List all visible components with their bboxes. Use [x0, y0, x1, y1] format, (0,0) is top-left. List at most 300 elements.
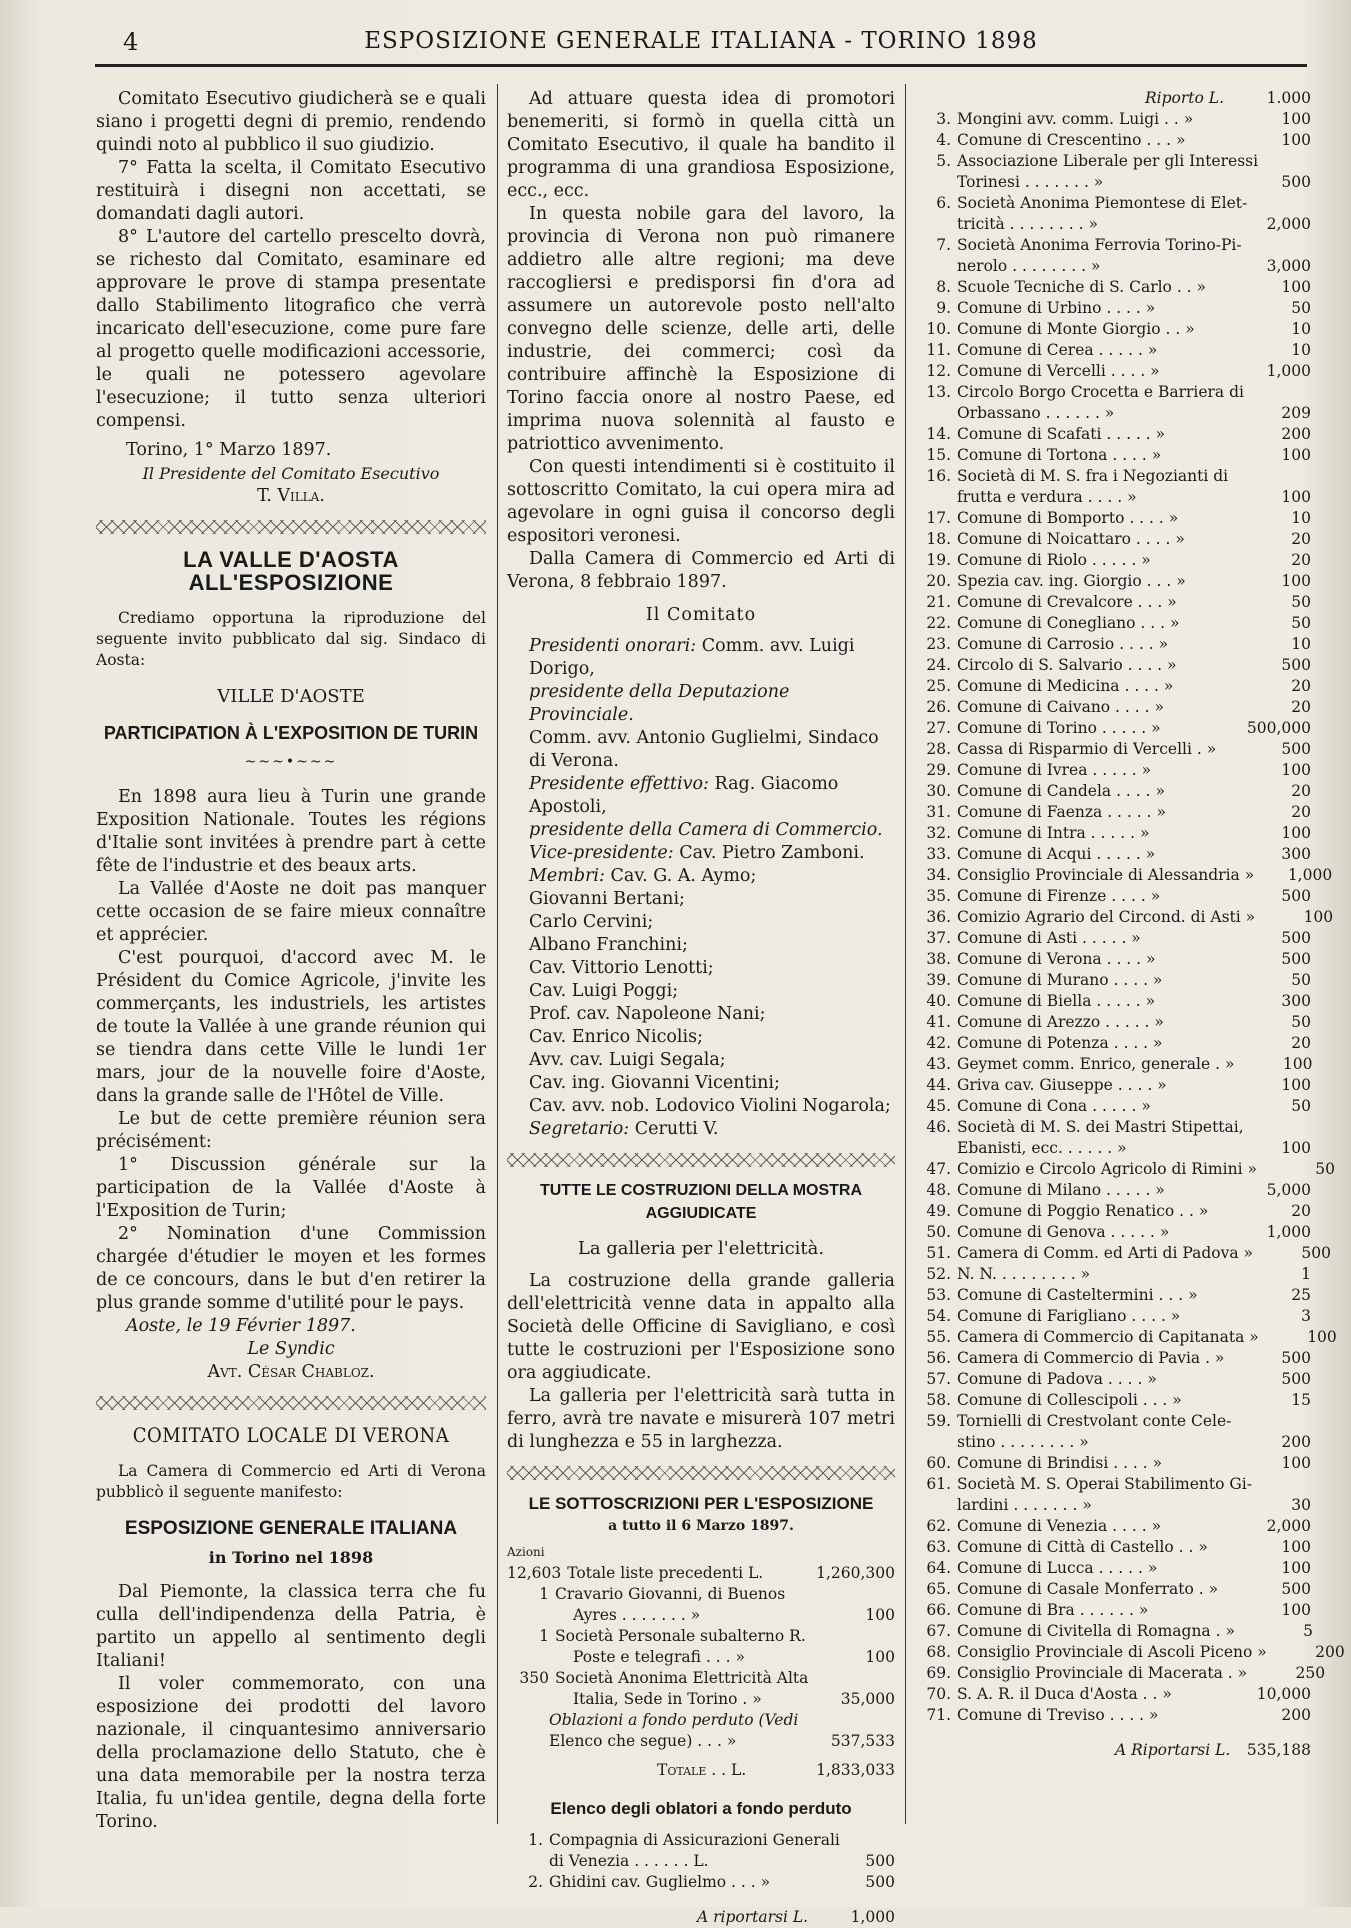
- donor-name: Comune di Cona . . . . . »: [957, 1097, 1151, 1115]
- item-number: 23.: [926, 635, 951, 653]
- item-number: 55.: [926, 1328, 951, 1346]
- member-line: [507, 819, 895, 842]
- list-item: [915, 634, 1311, 655]
- item-number: 51.: [926, 1244, 951, 1262]
- donor-name-cont: Orbassano . . . . . . »: [957, 404, 1115, 422]
- donation-amount: 10: [1291, 341, 1311, 359]
- item-number: 35.: [926, 887, 951, 905]
- donation-amount: 250: [1295, 1664, 1326, 1682]
- donation-amount: 100: [1281, 1454, 1311, 1472]
- syndic-name: Avt. César Chabloz.: [207, 1362, 375, 1382]
- donor-name: Comune di Treviso . . . . »: [957, 1706, 1159, 1724]
- donor-name: Mongini avv. comm. Luigi . . »: [957, 110, 1194, 128]
- donor-name: Comune di Intra . . . . . »: [957, 824, 1150, 842]
- list-item: [915, 1453, 1311, 1474]
- verona-paragraphs: [96, 1581, 486, 1834]
- member-role: Presidenti onorari:: [529, 636, 697, 656]
- sottoscrizioni-date: a tutto il 6 Marzo 1897.: [608, 1518, 794, 1534]
- list-item: [915, 550, 1311, 571]
- donor-name: Comune di Scafati . . . . . »: [957, 425, 1166, 443]
- president-name: T. Villa.: [257, 486, 325, 506]
- donation-amount: 500: [1281, 740, 1311, 758]
- list-item-cont: [507, 1851, 895, 1872]
- column-2: [507, 88, 895, 1928]
- list-item: [915, 1054, 1311, 1075]
- donation-amount: 50: [1291, 299, 1311, 317]
- donation-amount: 50: [1291, 593, 1311, 611]
- donation-amount: 100: [1282, 1055, 1313, 1073]
- verona-heading: COMITATO LOCALE DI VERONA: [132, 1423, 450, 1447]
- donation-amount: 100: [1281, 1601, 1311, 1619]
- paragraph: 7° Fatta la scelta, il Comitato Esecutivo restituirà i disegni non accettati, se domandati dagli autori.: [96, 158, 486, 224]
- syndic-title: Le Syndic: [247, 1339, 335, 1359]
- member-name: Comm. avv. Antonio Guglielmi, Sindaco di Verona.: [529, 728, 879, 771]
- list-item: [915, 1264, 1311, 1285]
- donation-amount: 15: [1291, 1391, 1311, 1409]
- paragraph: 2° Nomination d'une Commission chargée d'étudier le moyen et les formes de ce concours, dans le but d'en retirer la plus grande somme d'utilité pour le pays.: [96, 1224, 486, 1313]
- galleria-heading: La galleria per l'elettricità.: [577, 1238, 825, 1259]
- riportarsi-row: [915, 1740, 1311, 1761]
- list-item-cont: [915, 403, 1311, 424]
- page-title: ESPOSIZIONE GENERALE ITALIANA - TORINO 1898: [364, 28, 1038, 54]
- item-number: 14.: [926, 425, 951, 443]
- item-number: 18.: [926, 530, 951, 548]
- donor-name: Società Anonima Piemontese di Elet-: [957, 194, 1248, 212]
- list-item: [915, 1558, 1311, 1579]
- member-line: [507, 934, 895, 957]
- donor-name: Comune di Biella . . . . . »: [957, 992, 1156, 1010]
- list-item: [915, 844, 1311, 865]
- list-item: [915, 760, 1311, 781]
- item-number: 25.: [926, 677, 951, 695]
- list-item-cont: [915, 1138, 1311, 1159]
- donor-name: Comune di Lucca . . . . . »: [957, 1559, 1158, 1577]
- oblazioni-cont-row: [507, 1731, 895, 1752]
- donor-name-cont: stino . . . . . . . . »: [957, 1433, 1089, 1451]
- member-line: [507, 1003, 895, 1026]
- subscription-row-cont: [507, 1605, 895, 1626]
- donation-amount: 209: [1281, 404, 1311, 422]
- donor-name-cont: tricità . . . . . . . . »: [957, 215, 1098, 233]
- subscriber: Totale liste precedenti L.: [567, 1564, 764, 1582]
- donor-name: Comune di Venezia . . . . »: [957, 1517, 1162, 1535]
- donor-name: Comune di Firenze . . . . »: [957, 887, 1161, 905]
- donation-amount: 1: [1301, 1265, 1311, 1283]
- item-number: 59.: [926, 1412, 951, 1430]
- ornament: ~~~•~~~: [244, 754, 338, 770]
- item-number: 33.: [926, 845, 951, 863]
- list-item: [915, 130, 1311, 151]
- totale-label: Totale . . L.: [657, 1761, 747, 1779]
- member-role: Presidente effettivo:: [529, 774, 709, 794]
- list-item-cont: [915, 214, 1311, 235]
- paragraph: 1° Discussion générale sur la participation de la Vallée d'Aoste à l'Exposition de Turin;: [96, 1155, 486, 1221]
- member-name: Cav. avv. nob. Lodovico Violini Nogarola;: [529, 1096, 891, 1116]
- amount: 100: [865, 1606, 895, 1624]
- member-line: [507, 842, 895, 865]
- page-number: 4: [123, 28, 139, 56]
- item-number: 2.: [528, 1873, 543, 1891]
- list-item: [507, 1830, 895, 1851]
- list-item: [915, 193, 1311, 214]
- donation-amount: 100: [1281, 1559, 1311, 1577]
- member-name: Rag. Giacomo Apostoli,: [529, 774, 839, 817]
- donor-name: Comune di Cerea . . . . . »: [957, 341, 1158, 359]
- member-line: [507, 1095, 895, 1118]
- donation-amount: 100: [1303, 908, 1334, 926]
- donation-amount: 10,000: [1256, 1685, 1311, 1703]
- item-number: 64.: [926, 1559, 951, 1577]
- member-name: Avv. cav. Luigi Segala;: [529, 1050, 726, 1070]
- donation-amount: 20: [1291, 1202, 1311, 1220]
- list-item: [915, 1516, 1311, 1537]
- item-number: 4.: [936, 131, 951, 149]
- riporto-amount: 1.000: [1266, 89, 1311, 107]
- list-item: [915, 718, 1311, 739]
- item-number: 27.: [926, 719, 951, 737]
- list-item: [915, 1222, 1311, 1243]
- donation-amount: 1,000: [1266, 1223, 1311, 1241]
- item-number: 49.: [926, 1202, 951, 1220]
- french-paragraphs: [96, 786, 486, 1315]
- list-item: [915, 445, 1311, 466]
- list-item: [915, 1285, 1311, 1306]
- list-item: [915, 277, 1311, 298]
- member-name: Albano Franchini;: [529, 935, 688, 955]
- donor-name: Comune di Noicattaro . . . . »: [957, 530, 1185, 548]
- list-item: [915, 1369, 1311, 1390]
- donor-name: Camera di Comm. ed Arti di Padova »: [957, 1244, 1253, 1262]
- oblazioni-cont: Elenco che segue) . . . »: [549, 1732, 737, 1750]
- donor-name: Griva cav. Giuseppe . . . . »: [957, 1076, 1167, 1094]
- list-item: [915, 1390, 1311, 1411]
- amount: 1,260,300: [816, 1564, 895, 1582]
- item-number: 53.: [926, 1286, 951, 1304]
- member-role: Vice-presidente:: [529, 843, 674, 863]
- item-number: 12.: [926, 362, 951, 380]
- donor-name: Comune di Arezzo . . . . . »: [957, 1013, 1164, 1031]
- list-item: [915, 802, 1311, 823]
- donor-name: Comune di Genova . . . . . »: [957, 1223, 1170, 1241]
- item-number: 8.: [936, 278, 951, 296]
- donation-amount: 5,000: [1266, 1181, 1311, 1199]
- item-number: 41.: [926, 1013, 951, 1031]
- donation-amount: 20: [1291, 530, 1311, 548]
- donor-name: Società di M. S. dei Mastri Stipettai,: [957, 1118, 1244, 1136]
- item-number: 69.: [926, 1664, 951, 1682]
- list-item: [915, 823, 1311, 844]
- donation-amount: 3,000: [1266, 257, 1311, 275]
- member-line: [507, 957, 895, 980]
- subscription-row: [507, 1668, 895, 1689]
- donor-name: Consiglio Provinciale di Ascoli Piceno »: [957, 1643, 1267, 1661]
- list-item: [915, 424, 1311, 445]
- item-number: 54.: [926, 1307, 951, 1325]
- member-line: [507, 1118, 895, 1141]
- list-item: [915, 1243, 1331, 1264]
- donor-name: Comune di Monte Giorgio . . »: [957, 320, 1195, 338]
- azioni-label: Azioni: [507, 1545, 545, 1559]
- paragraph: La costruzione della grande galleria dell'elettricità venne data in appalto alla Società delle Officine di Savigliano, e così tutte le costruzioni per l'Esposizione sono ora aggiudicate.: [507, 1271, 895, 1383]
- subscription-row-cont: [507, 1689, 895, 1710]
- list-item: [915, 109, 1311, 130]
- item-number: 32.: [926, 824, 951, 842]
- donation-amount: 500: [1281, 173, 1311, 191]
- donation-amount: 100: [1281, 572, 1311, 590]
- donation-amount: 300: [1281, 845, 1311, 863]
- member-name: Cav. Vittorio Lenotti;: [529, 958, 714, 978]
- donation-amount: 100: [1281, 1139, 1311, 1157]
- donor-name: Comune di Riolo . . . . . »: [957, 551, 1151, 569]
- donation-amount: 500: [1281, 929, 1311, 947]
- donor-name: Compagnia di Assicurazioni Generali: [549, 1831, 840, 1849]
- list-item: [915, 865, 1333, 886]
- donor-name: Comune di Caivano . . . . »: [957, 698, 1164, 716]
- donor-name: Comune di Civitella di Romagna . »: [957, 1622, 1235, 1640]
- oblazioni-label: Oblazioni a fondo perduto (Vedi: [549, 1711, 799, 1729]
- item-number: 43.: [926, 1055, 951, 1073]
- page-header: [95, 28, 1307, 67]
- sottoscrizioni-heading: LE SOTTOSCRIZIONI PER L'ESPOSIZIONE: [528, 1494, 874, 1513]
- donation-amount: 100: [1281, 131, 1311, 149]
- donor-name: Società M. S. Operai Stabilimento Gi-: [957, 1475, 1252, 1493]
- subscriptions-table: [507, 1563, 895, 1710]
- donation-amount: 20: [1291, 1034, 1311, 1052]
- donor-name: Comune di Crescentino . . . »: [957, 131, 1186, 149]
- list-item: [915, 466, 1311, 487]
- paragraph: Le but de cette première réunion sera précisément:: [96, 1109, 486, 1152]
- donor-name: Comune di Padova . . . . »: [957, 1370, 1157, 1388]
- riportarsi-label: A Riportarsi L.: [1115, 1741, 1231, 1759]
- item-number: 47.: [926, 1160, 951, 1178]
- donation-amount: 1,000: [1287, 866, 1333, 884]
- member-line: [507, 980, 895, 1003]
- list-item-cont: [915, 487, 1311, 508]
- list-item: [507, 1872, 895, 1893]
- donation-amount: 200: [1281, 425, 1311, 443]
- item-number: 26.: [926, 698, 951, 716]
- item-number: 10.: [926, 320, 951, 338]
- paragraph: La Vallée d'Aoste ne doit pas manquer cette occasion de se faire mieux connaître et apprécier.: [96, 879, 486, 945]
- member-name: Cerutti V.: [634, 1119, 719, 1139]
- list-item: [915, 1642, 1345, 1663]
- donation-amount: 100: [1281, 446, 1311, 464]
- item-number: 52.: [926, 1265, 951, 1283]
- item-number: 29.: [926, 761, 951, 779]
- donor-name: Comune di Poggio Renatico . . »: [957, 1202, 1209, 1220]
- donor-name: Comune di Torino . . . . . »: [957, 719, 1161, 737]
- subscription-row: [507, 1563, 895, 1584]
- item-number: 22.: [926, 614, 951, 632]
- item-number: 7.: [936, 236, 951, 254]
- item-number: 40.: [926, 992, 951, 1010]
- donation-amount: 500: [1281, 1370, 1311, 1388]
- donor-name-cont: Ebanisti, ecc. . . . . . »: [957, 1139, 1127, 1157]
- subscription-row-cont: [507, 1647, 895, 1668]
- column-rule: [905, 84, 906, 1824]
- donation-amount: 100: [1307, 1328, 1337, 1346]
- amount: 100: [865, 1648, 895, 1666]
- donor-name: Comune di Candela . . . . »: [957, 782, 1165, 800]
- item-number: 66.: [926, 1601, 951, 1619]
- donor-name-cont: di Venezia . . . . . . L.: [549, 1852, 709, 1870]
- item-number: 70.: [926, 1685, 951, 1703]
- item-number: 36.: [926, 908, 951, 926]
- item-number: 71.: [926, 1706, 951, 1724]
- donor-name: Comune di Casteltermini . . . »: [957, 1286, 1198, 1304]
- riportarsi-row: [507, 1907, 895, 1928]
- aoste-date: Aoste, le 19 Février 1897.: [126, 1316, 356, 1336]
- item-number: 42.: [926, 1034, 951, 1052]
- donor-name: Comune di Vercelli . . . . »: [957, 362, 1160, 380]
- donor-name: Comizio Agrario del Circond. di Asti »: [957, 908, 1256, 926]
- donation-amount: 500: [1301, 1244, 1331, 1262]
- donation-amount: 50: [1315, 1160, 1335, 1178]
- donor-name: Comune di Carrosio . . . . »: [957, 635, 1169, 653]
- list-item: [915, 613, 1311, 634]
- donation-amount: 100: [1281, 1076, 1311, 1094]
- member-line: [507, 1072, 895, 1095]
- member-line: [507, 888, 895, 911]
- totale-row: [507, 1760, 895, 1781]
- list-item: [915, 592, 1311, 613]
- donor-name: Comizio e Circolo Agricolo di Rimini »: [957, 1160, 1257, 1178]
- donor-name: Scuole Tecniche di S. Carlo . . »: [957, 278, 1207, 296]
- paragraph: Ad attuare questa idea di promotori benemeriti, si formò in quella città un Comitato Esecutivo, il quale ha bandito il programma di una grandiosa Esposizione, ecc., ecc.: [507, 89, 895, 201]
- donor-name: Camera di Commercio di Capitanata »: [957, 1328, 1259, 1346]
- oblatori-list: [915, 109, 1345, 1726]
- donor-name: Comune di Brindisi . . . . »: [957, 1454, 1163, 1472]
- esposizione-subheading: in Torino nel 1898: [208, 1548, 374, 1567]
- separator: [507, 1153, 895, 1167]
- donor-name: Comune di Potenza . . . . »: [957, 1034, 1163, 1052]
- donor-name: Comune di Urbino . . . . »: [957, 299, 1156, 317]
- donation-amount: 50: [1291, 614, 1311, 632]
- verona-intro: La Camera di Commercio ed Arti di Verona pubblicò il seguente manifesto:: [96, 1462, 486, 1501]
- item-number: 48.: [926, 1181, 951, 1199]
- paragraph: Dalla Camera di Commercio ed Arti di Verona, 8 febbraio 1897.: [507, 549, 895, 592]
- list-item: [915, 361, 1311, 382]
- item-number: 13.: [926, 383, 951, 401]
- list-item: [915, 382, 1311, 403]
- member-name: Cav. Enrico Nicolis;: [529, 1027, 703, 1047]
- ville-heading: VILLE D'AOSTE: [217, 686, 365, 707]
- item-number: 21.: [926, 593, 951, 611]
- list-item: [915, 1621, 1311, 1642]
- donation-amount: 500: [1281, 1349, 1311, 1367]
- donor-name: S. A. R. il Duca d'Aosta . . »: [957, 1685, 1172, 1703]
- donor-name: Comune di Collescipoli . . . »: [957, 1391, 1182, 1409]
- list-item: [915, 928, 1311, 949]
- member-line: [507, 681, 895, 727]
- item-number: 5.: [936, 152, 951, 170]
- members-list: [507, 635, 895, 1141]
- paragraph: La galleria per l'elettricità sarà tutta in ferro, avrà tre navate e misurerà 107 metri di lunghezza e 55 in larghezza.: [507, 1386, 895, 1452]
- item-number: 6.: [936, 194, 951, 212]
- subscription-row: [507, 1626, 895, 1647]
- riporto-row: [915, 88, 1311, 109]
- donation-amount: 20: [1291, 803, 1311, 821]
- donation-amount: 25: [1291, 1286, 1311, 1304]
- item-number: 9.: [936, 299, 951, 317]
- donor-name-cont: nerolo . . . . . . . . »: [957, 257, 1101, 275]
- list-item: [915, 781, 1311, 802]
- subscriber-cont: Ayres . . . . . . . »: [573, 1606, 701, 1624]
- list-item: [915, 1474, 1311, 1495]
- list-item: [915, 508, 1311, 529]
- donor-name: Comune di Farigliano . . . . »: [957, 1307, 1181, 1325]
- donation-amount: 100: [1281, 110, 1311, 128]
- donor-name: Comune di Crevalcore . . . »: [957, 593, 1177, 611]
- donation-amount: 100: [1281, 488, 1311, 506]
- valle-aosta-heading: LA VALLE D'AOSTA ALL'ESPOSIZIONE: [183, 547, 399, 595]
- item-number: 50.: [926, 1223, 951, 1241]
- list-item: [915, 1348, 1311, 1369]
- paragraph: Il voler commemorato, con una esposizione dei prodotti del lavoro nazionale, il cinquantesimo anniversario della proclamazione dello Statuto, che è una data memorabile per la nostra terza Italia, fu un'idea gentile, degna della forte Torino.: [96, 1674, 486, 1832]
- donor-name: Comune di Tortona . . . . »: [957, 446, 1162, 464]
- list-item: [915, 235, 1311, 256]
- item-number: 19.: [926, 551, 951, 569]
- list-item-cont: [915, 172, 1311, 193]
- member-line: [507, 727, 895, 773]
- donor-name: Circolo Borgo Crocetta e Barriera di: [957, 383, 1244, 401]
- donor-name: Comune di Acqui . . . . . »: [957, 845, 1156, 863]
- list-item: [915, 907, 1334, 928]
- list-item: [915, 1663, 1326, 1684]
- subscriber-cont: Poste e telegrafi . . . »: [573, 1648, 745, 1666]
- donor-name: Comune di Bra . . . . . . »: [957, 1601, 1149, 1619]
- donation-amount: 5: [1303, 1622, 1313, 1640]
- donor-name: Circolo di S. Salvario . . . . »: [957, 656, 1177, 674]
- list-item-cont: [915, 1432, 1311, 1453]
- donor-name: Comune di Casale Monferrato . »: [957, 1580, 1219, 1598]
- donation-amount: 50: [1291, 1013, 1311, 1031]
- item-number: 44.: [926, 1076, 951, 1094]
- oblazioni-amount: 537,533: [830, 1732, 895, 1750]
- member-name: Prof. cav. Napoleone Nani;: [529, 1004, 766, 1024]
- member-name: Carlo Cervini;: [529, 912, 654, 932]
- item-number: 68.: [926, 1643, 951, 1661]
- paragraph: En 1898 aura lieu à Turin une grande Exposition Nationale. Toutes les régions d'Italie sont invitées à prendre part à cette fête de l'industrie et des beaux arts.: [96, 787, 486, 876]
- list-item: [915, 1600, 1311, 1621]
- donation-amount: 500: [1281, 1580, 1311, 1598]
- donation-amount: 50: [1291, 1097, 1311, 1115]
- donation-amount: 500: [865, 1873, 895, 1891]
- item-number: 11.: [926, 341, 951, 359]
- donation-amount: 500: [865, 1852, 895, 1870]
- list-item: [915, 739, 1311, 760]
- member-line: [507, 1049, 895, 1072]
- list-item: [915, 529, 1311, 550]
- donation-amount: 100: [1281, 824, 1311, 842]
- donation-amount: 200: [1315, 1643, 1345, 1661]
- subscriber: Società Personale subalterno R.: [555, 1627, 806, 1645]
- paragraph: C'est pourquoi, d'accord avec M. le Président du Comice Agricole, j'invite les commerçants, les industriels, les artistes de toute la Vallée à une grande réunion qui se tiendra dans cette Ville le lundi 1er mars, jour de la nouvelle foire d'Aoste, dans la grande salle de l'Hôtel de Ville.: [96, 948, 486, 1106]
- item-number: 31.: [926, 803, 951, 821]
- paragraph: In questa nobile gara del lavoro, la provincia di Verona non può rimanere addietro alle altre regioni; ma deve raccogliersi e predisporsi fin d'ora ad assumere un autorevole posto nell'alto convegno delle scienze, delle arti, delle industrie, dei commerci; così da contribuire affinchè la Esposizione di Torino faccia onore al nostro Paese, ed imprima nuova solennità al fausto e patriottico avvenimento.: [507, 204, 895, 454]
- item-number: 38.: [926, 950, 951, 968]
- donor-name-cont: frutta e verdura . . . . »: [957, 488, 1137, 506]
- donation-amount: 500,000: [1246, 719, 1311, 737]
- member-role: Segretario:: [529, 1119, 630, 1139]
- member-name: Cav. Pietro Zamboni.: [679, 843, 865, 863]
- paragraph: Comitato Esecutivo giudicherà se e quali siano i progetti degni di premio, rendendo quindi noto al pubblico il suo giudizio.: [96, 89, 486, 155]
- donor-name: Società Anonima Ferrovia Torino-Pi-: [957, 236, 1242, 254]
- list-item-cont: [915, 1495, 1311, 1516]
- donation-amount: 10: [1291, 509, 1311, 527]
- donation-amount: 200: [1281, 1433, 1311, 1451]
- donor-name: Spezia cav. ing. Giorgio . . . »: [957, 572, 1186, 590]
